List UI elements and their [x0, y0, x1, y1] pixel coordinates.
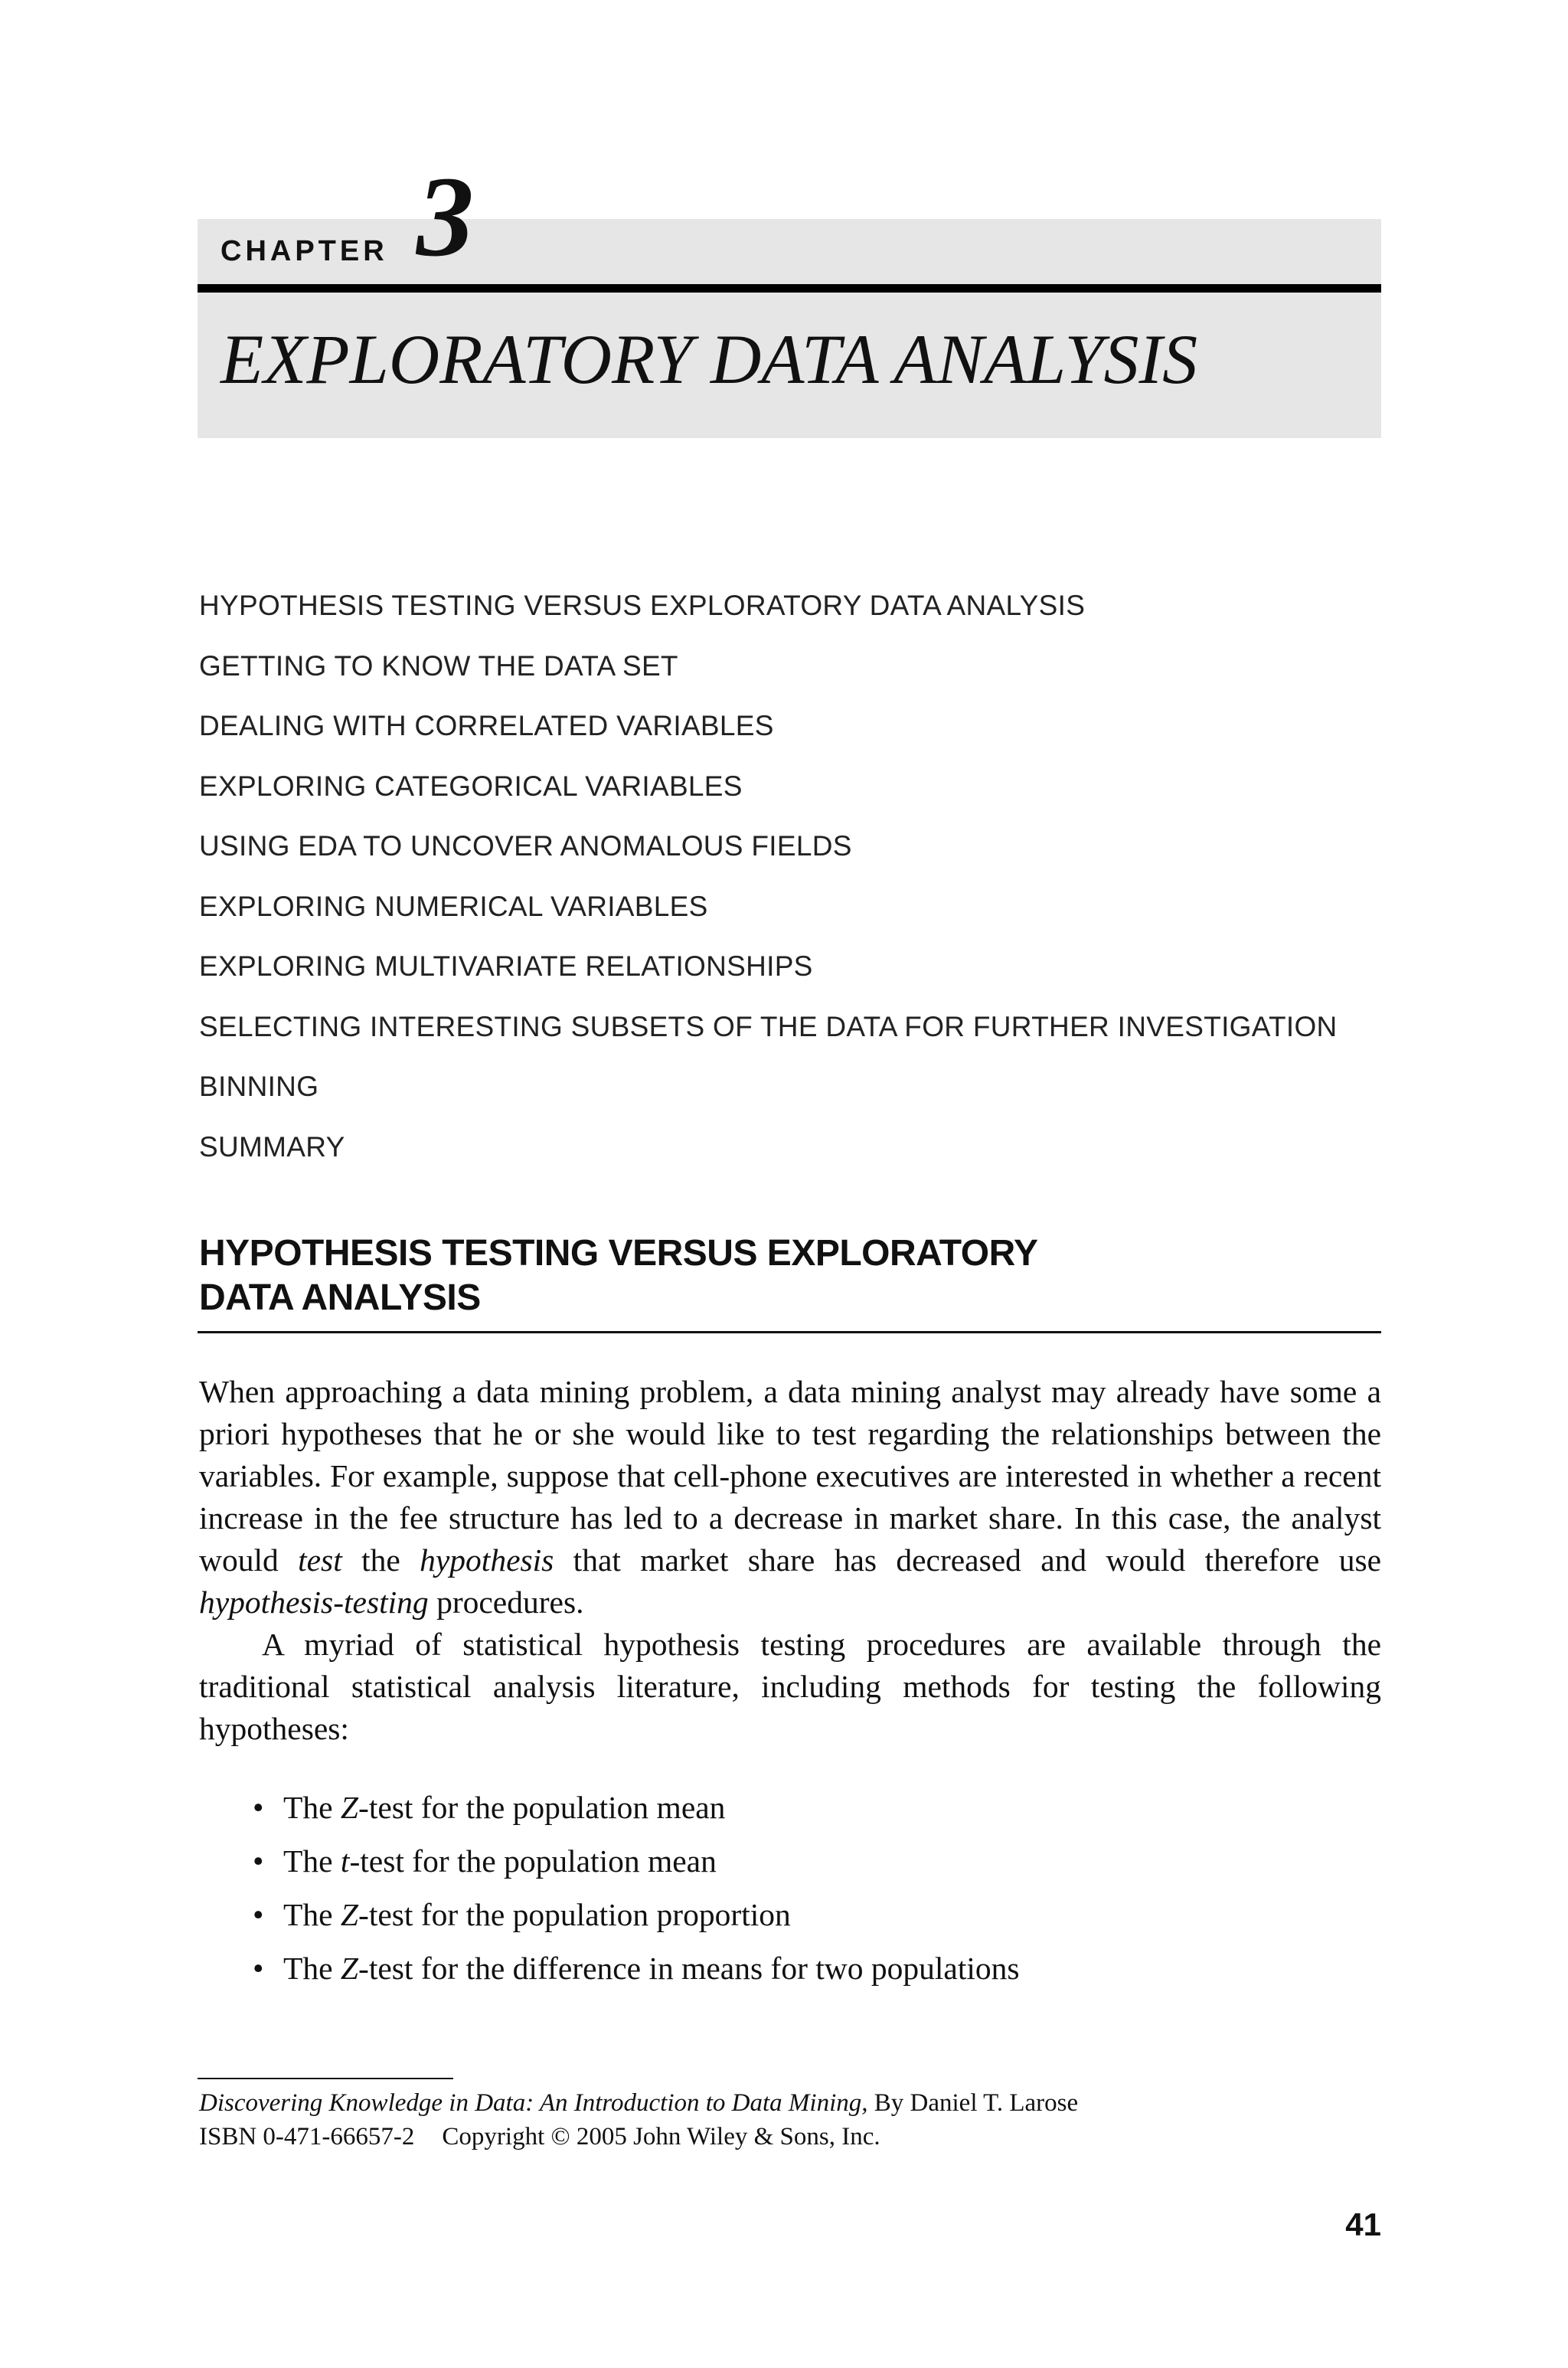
variable-name: Z [340, 1897, 358, 1932]
list-item: • The t-test for the population mean [253, 1834, 1020, 1888]
body-text [199, 1371, 1381, 1750]
chapter-rule [198, 284, 1381, 293]
chapter-title: EXPLORATORY DATA ANALYSIS [220, 320, 1198, 398]
bullet-icon: • [253, 1790, 264, 1825]
outline-item: BINNING [199, 1071, 319, 1102]
chapter-label: CHAPTER [220, 235, 388, 267]
text-run: procedures. [428, 1585, 584, 1620]
list-item: • The Z-test for the population proportion [253, 1888, 1020, 1941]
isbn: ISBN 0-471-66657-2 [199, 2123, 415, 2150]
footnote-line-2 [199, 2120, 1078, 2154]
paragraph-1 [199, 1371, 1381, 1624]
list-item: • The Z-test for the difference in means for two populations [253, 1941, 1020, 1995]
text-run: When approaching a data mining problem, a data mining analyst may already have some a priori hypotheses that he or she would like to test regarding the relationships between the variables. For example, suppose that cell-phone executives are interested in whether a recent increase in the fee structure has led to a decrease in market share. In this case, the analyst would [199, 1374, 1381, 1578]
bullet-icon: • [253, 1843, 264, 1879]
text-run: that market share has decreased and would therefore use [554, 1542, 1382, 1578]
text-run: the [341, 1542, 420, 1578]
footnote-rule [198, 2078, 453, 2079]
emphasis-test: test [298, 1542, 342, 1578]
variable-name: Z [340, 1951, 358, 1986]
emphasis-hypothesis: hypothesis [420, 1542, 554, 1578]
page-number: 41 [1345, 2206, 1381, 2242]
outline-item: EXPLORING CATEGORICAL VARIABLES [199, 770, 743, 802]
section-rule [198, 1331, 1381, 1333]
outline-item: HYPOTHESIS TESTING VERSUS EXPLORATORY DATA ANALYSIS [199, 590, 1086, 621]
footnote-line-1 [199, 2086, 1078, 2120]
paragraph-2: A myriad of statistical hypothesis testing procedures are available through the traditional statistical analysis literature, including methods for testing the following hypotheses: [199, 1627, 1381, 1746]
hypothesis-test-list [253, 1781, 1020, 1995]
chapter-outline [199, 576, 1338, 1177]
variable-name: t [340, 1843, 350, 1879]
copyright: Copyright © 2005 John Wiley & Sons, Inc. [442, 2123, 880, 2150]
outline-item: SUMMARY [199, 1130, 345, 1163]
variable-name: Z [340, 1790, 358, 1825]
outline-item: EXPLORING MULTIVARIATE RELATIONSHIPS [199, 950, 813, 982]
book-author: By Daniel T. Larose [867, 2089, 1079, 2117]
footnote [199, 2086, 1078, 2154]
list-item: • The Z-test for the population mean [253, 1781, 1020, 1834]
section-heading-line: HYPOTHESIS TESTING VERSUS EXPLORATORY [199, 1233, 1038, 1274]
outline-item: EXPLORING NUMERICAL VARIABLES [199, 890, 708, 922]
bullet-icon: • [253, 1951, 264, 1986]
outline-item: DEALING WITH CORRELATED VARIABLES [199, 710, 774, 741]
chapter-number: 3 [416, 153, 474, 280]
outline-item: USING EDA TO UNCOVER ANOMALOUS FIELDS [199, 830, 852, 862]
section-heading [199, 1231, 1381, 1320]
outline-item: GETTING TO KNOW THE DATA SET [199, 649, 678, 682]
bullet-icon: • [253, 1897, 264, 1932]
emphasis-hypothesis-testing: hypothesis-testing [199, 1585, 429, 1620]
book-title: Discovering Knowledge in Data: An Introduction to Data Mining, [199, 2089, 868, 2117]
outline-item: SELECTING INTERESTING SUBSETS OF THE DATA FOR FURTHER INVESTIGATION [199, 1010, 1338, 1042]
section-heading-line: DATA ANALYSIS [199, 1277, 481, 1318]
